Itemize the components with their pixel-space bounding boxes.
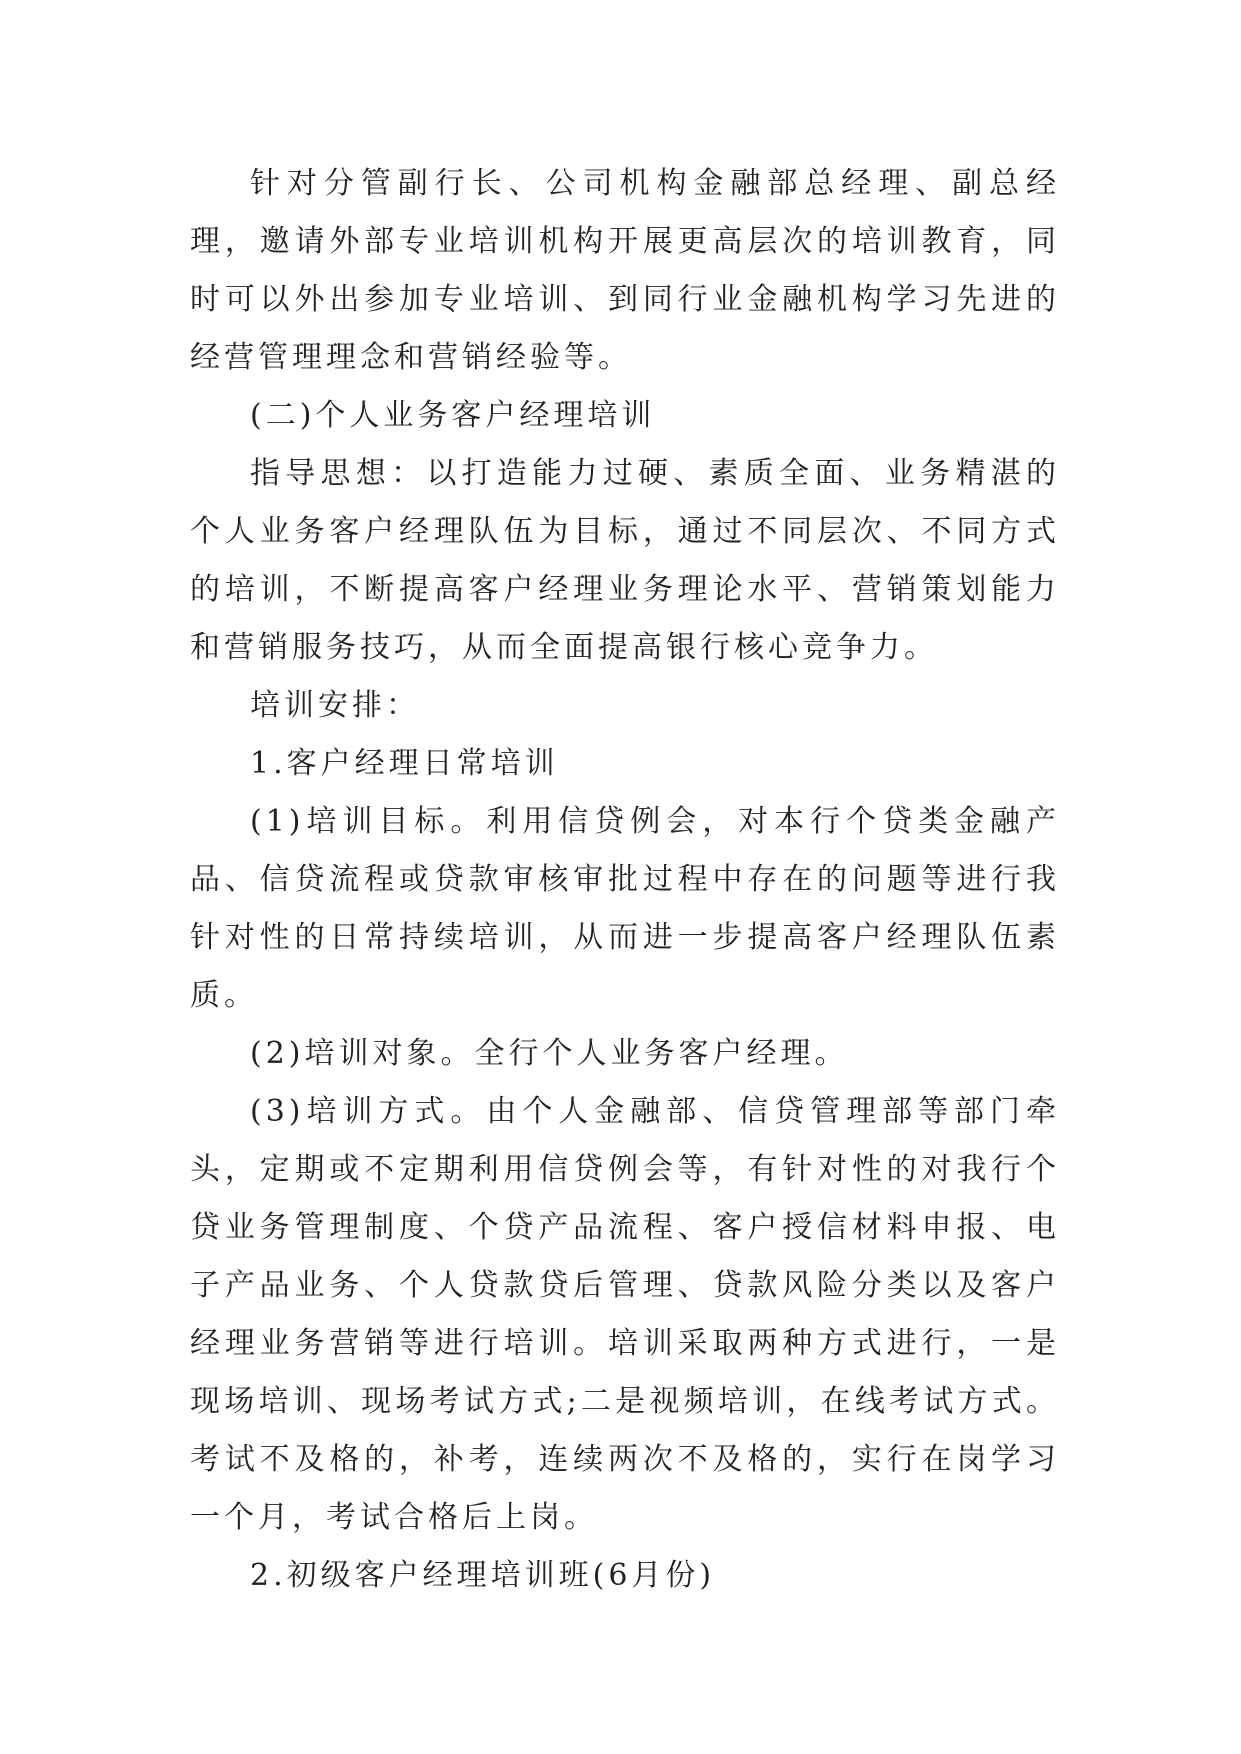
subheading-junior-training-class: 2.初级客户经理培训班(6月份)	[250, 1558, 716, 1593]
paragraph-training-method: (3)培训方式。由个人金融部、信贷管理部等部门牵头，定期或不定期利用信贷例会等，有针对性的对我行个贷业务管理制度、个贷产品流程、客户授信材料申报、电子产品业务、个人贷款贷后管理、贷款风险分类以及客户经理业务营销等进行培训。培训采取两种方式进行，一是现场培训、现场考试方式;二是视频培训，在线考试方式。考试不及格的，补考，连续两次不及格的，实行在岗学习一个月，考试合格后上岗。	[190, 1094, 1060, 1535]
paragraph-senior-training: 针对分管副行长、公司机构金融部总经理、副总经理，邀请外部专业培训机构开展更高层次的培训教育，同时可以外出参加专业培训、到同行业金融机构学习先进的经营管理理念和营销经验等。	[190, 166, 1060, 375]
section-heading-personal-manager-training: (二)个人业务客户经理培训	[250, 398, 656, 433]
subheading-daily-training: 1.客户经理日常培训	[250, 746, 559, 781]
paragraph-training-goal: (1)培训目标。利用信贷例会，对本行个贷类金融产品、信贷流程或贷款审核审批过程中存在的问题等进行我针对性的日常持续培训，从而进一步提高客户经理队伍素质。	[190, 804, 1060, 1013]
document-body	[190, 155, 1060, 1605]
paragraph-training-target: (2)培训对象。全行个人业务客户经理。	[250, 1036, 849, 1071]
paragraph-guiding-principle: 指导思想：以打造能力过硬、素质全面、业务精湛的个人业务客户经理队伍为目标，通过不同层次、不同方式的培训，不断提高客户经理业务理论水平、营销策划能力和营销服务技巧，从而全面提高银行核心竞争力。	[190, 456, 1060, 665]
paragraph-training-arrangement: 培训安排：	[250, 688, 420, 723]
